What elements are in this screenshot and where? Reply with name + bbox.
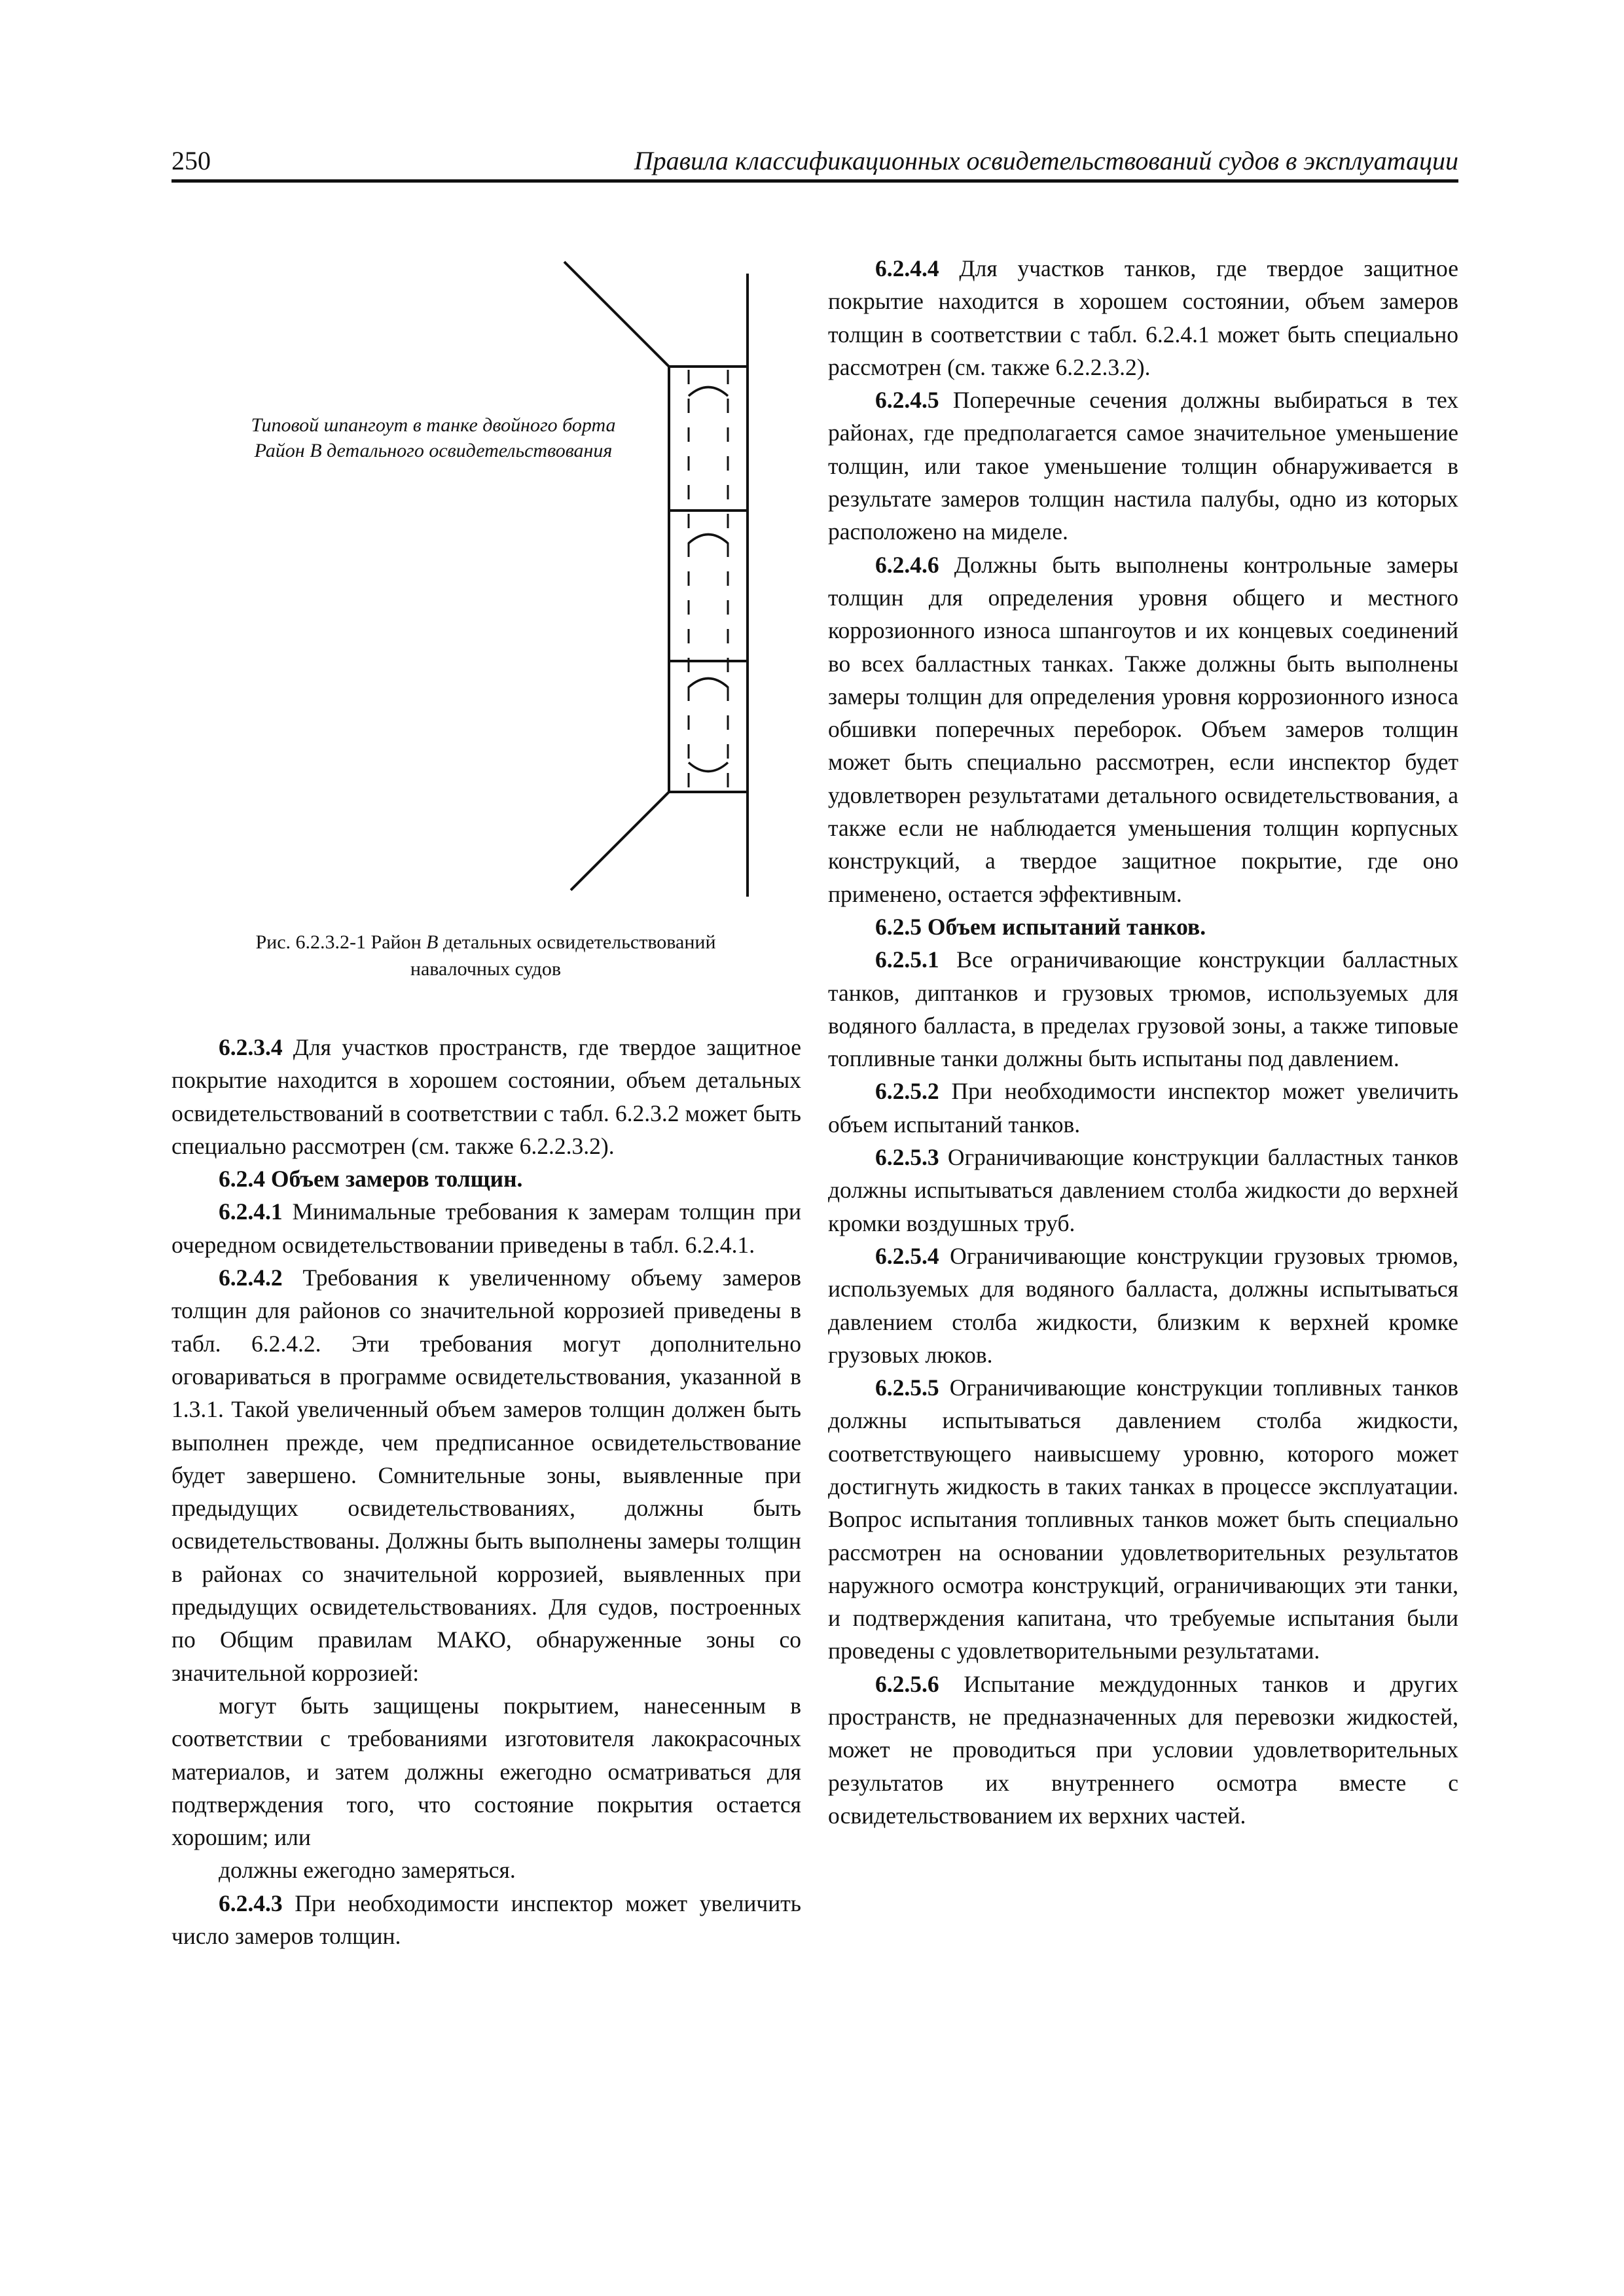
paragraph	[828, 943, 1458, 1075]
paragraph-text: Ограничивающие конструкции грузовых трюмов, используемых для водяного балласта, должны испытываться давлением столба жидкости, близким к верхней кромке грузовых люков.	[828, 1242, 1458, 1368]
caption-letter: B	[426, 931, 439, 953]
clause-number: 6.2.4.2	[219, 1265, 283, 1291]
clause-number: 6.2.5.2	[875, 1078, 939, 1105]
paragraph-text: Ограничивающие конструкции балластных танков должны испытываться давлением столба жидкости до верхней кромки воздушных труб.	[828, 1144, 1458, 1236]
paragraph	[828, 1668, 1458, 1832]
paragraph	[828, 1371, 1458, 1668]
caption-prefix: Рис. 6.2.3.2-1 Район	[255, 931, 427, 953]
clause-number: 6.2.5.5	[875, 1374, 939, 1401]
running-title: Правила классификационных освидетельствований судов в эксплуатации	[634, 146, 1458, 175]
left-column	[171, 1031, 801, 1952]
clause-number: 6.2.4.3	[219, 1890, 283, 1916]
clause-number: 6.2.5.3	[875, 1144, 939, 1171]
paragraph	[171, 1195, 801, 1261]
figure-note	[185, 412, 682, 463]
paragraph-text: Для участков танков, где твердое защитное покрытие находится в хорошем состоянии, объем замеров толщин в соответствии с табл. 6.2.4.1 может быть специально рассмотрен (см. также 6.2.2.3.2).	[828, 255, 1458, 380]
caption-line2: навалочных судов	[410, 958, 562, 980]
paragraph-text: Для участков пространств, где твердое защитное покрытие находится в хорошем состоянии, объем детальных освидетельствований в соответствии с табл. 6.2.3.2 может быть специально рассмотрен (см. также 6.2.2.3.2).	[171, 1034, 801, 1159]
clause-number: 6.2.4.4	[875, 255, 939, 281]
paragraph	[828, 548, 1458, 910]
paragraph-text: Все ограничивающие конструкции балластных танков, диптанков и грузовых трюмов, используемых для водяного балласта, в пределах грузовой зоны, а также типовые топливные танки должны быть испытаны под давлением.	[828, 946, 1458, 1072]
clause-number: 6.2.5.6	[875, 1670, 939, 1697]
caption-suffix: детальных освидетельствований	[438, 931, 716, 953]
paragraph-text: Поперечные сечения должны выбираться в тех районах, где предполагается самое значительное уменьшение толщин, или такое уменьшение толщин обнаруживается в результате замеров толщин настила палубы, одно из которых расположено на миделе.	[828, 387, 1458, 545]
frame-drawing	[171, 249, 800, 903]
right-column	[828, 252, 1458, 1832]
paragraph-text: Испытание междудонных танков и других пространств, не предназначенных для перевозки жидкостей, может не проводиться при условии удовлетворительных результатов их внутреннего осмотра вместе с освидетельствованием их верхних частей.	[828, 1670, 1458, 1829]
clause-number: 6.2.4.1	[219, 1198, 283, 1225]
figure-caption	[171, 929, 800, 982]
paragraph	[171, 1261, 801, 1689]
paragraph: могут быть защищены покрытием, нанесенным в соответствии с требованиями изготовителя лакокрасочных материалов, и затем должны ежегодно осматриваться для подтверждения того, что состояние покрытия остается хорошим; или	[171, 1692, 801, 1851]
paragraph	[828, 384, 1458, 548]
figure-note-line1: Типовой шпангоут в танке двойного борта	[251, 414, 616, 436]
clause-number: 6.2.3.4	[219, 1034, 283, 1060]
paragraph-text: Требования к увеличенному объему замеров толщин для районов со значительной коррозией приведены в табл. 6.2.4.2. Эти требования могут дополнительно оговариваться в программе освидетельствования, указанной в 1.3.1. Такой увеличенный объем замеров толщин должен быть выполнен прежде, чем предписанное освидетельствование будет завершено. Сомнительные зоны, выявленные при предыдущих освидетельствованиях, должны быть освидетельствованы. Должны быть выполнены замеры толщин в районах со значительной коррозией, выявленных при предыдущих освидетельствованиях. Для судов, построенных по Общим правилам МАКО, обнаруженные зоны со значительной коррозией:	[171, 1265, 801, 1686]
page-header	[171, 145, 1458, 183]
paragraph	[171, 1031, 801, 1162]
figure-note-line2: Район B детального освидетельствования	[254, 440, 613, 461]
paragraph	[171, 1887, 801, 1953]
section-heading: 6.2.4 Объем замеров толщин.	[219, 1166, 523, 1193]
paragraph-text: При необходимости инспектор может увеличить число замеров толщин.	[171, 1890, 801, 1950]
paragraph	[828, 1141, 1458, 1240]
clause-number: 6.2.5.1	[875, 946, 939, 973]
paragraph-text: Должны быть выполнены контрольные замеры толщин для определения уровня общего и местного коррозионного износа шпангоутов и их концевых соединений во всех балластных танках. Также должны быть выполнены замеры толщин для определения уровня коррозионного износа обшивки поперечных переборок. Объем замеров толщин может быть специально рассмотрен, если инспектор будет удовлетворен результатами детального освидетельствования, а также если не наблюдается уменьшения толщин корпусных конструкций, а твердое защитное покрытие, где оно применено, остается эффективным.	[828, 551, 1458, 907]
page-number: 250	[171, 146, 211, 175]
clause-number: 6.2.5.4	[875, 1242, 939, 1269]
clause-number: 6.2.4.5	[875, 387, 939, 414]
paragraph-text: При необходимости инспектор может увеличить объем испытаний танков.	[828, 1078, 1458, 1138]
paragraph-text: Ограничивающие конструкции топливных танков должны испытываться давлением столба жидкости, соответствующего наивысшему уровню, которого может достигнуть жидкость в таких танках в процессе эксплуатации. Вопрос испытания топливных танков может быть специально рассмотрен на основании удовлетворительных результатов наружного осмотра конструкций, ограничивающих эти танки, и подтверждения капитана, что требуемые испытания были проведены с удовлетворительными результатами.	[828, 1374, 1458, 1664]
paragraph	[828, 1240, 1458, 1371]
section-heading: 6.2.5 Объем испытаний танков.	[875, 913, 1206, 940]
paragraph	[828, 1075, 1458, 1141]
clause-number: 6.2.4.6	[875, 551, 939, 578]
paragraph-text: Минимальные требования к замерам толщин при очередном освидетельствовании приведены в табл. 6.2.4.1.	[171, 1198, 801, 1258]
figure-frame-diagram	[171, 249, 800, 995]
paragraph: должны ежегодно замеряться.	[219, 1857, 516, 1884]
paragraph	[828, 252, 1458, 384]
